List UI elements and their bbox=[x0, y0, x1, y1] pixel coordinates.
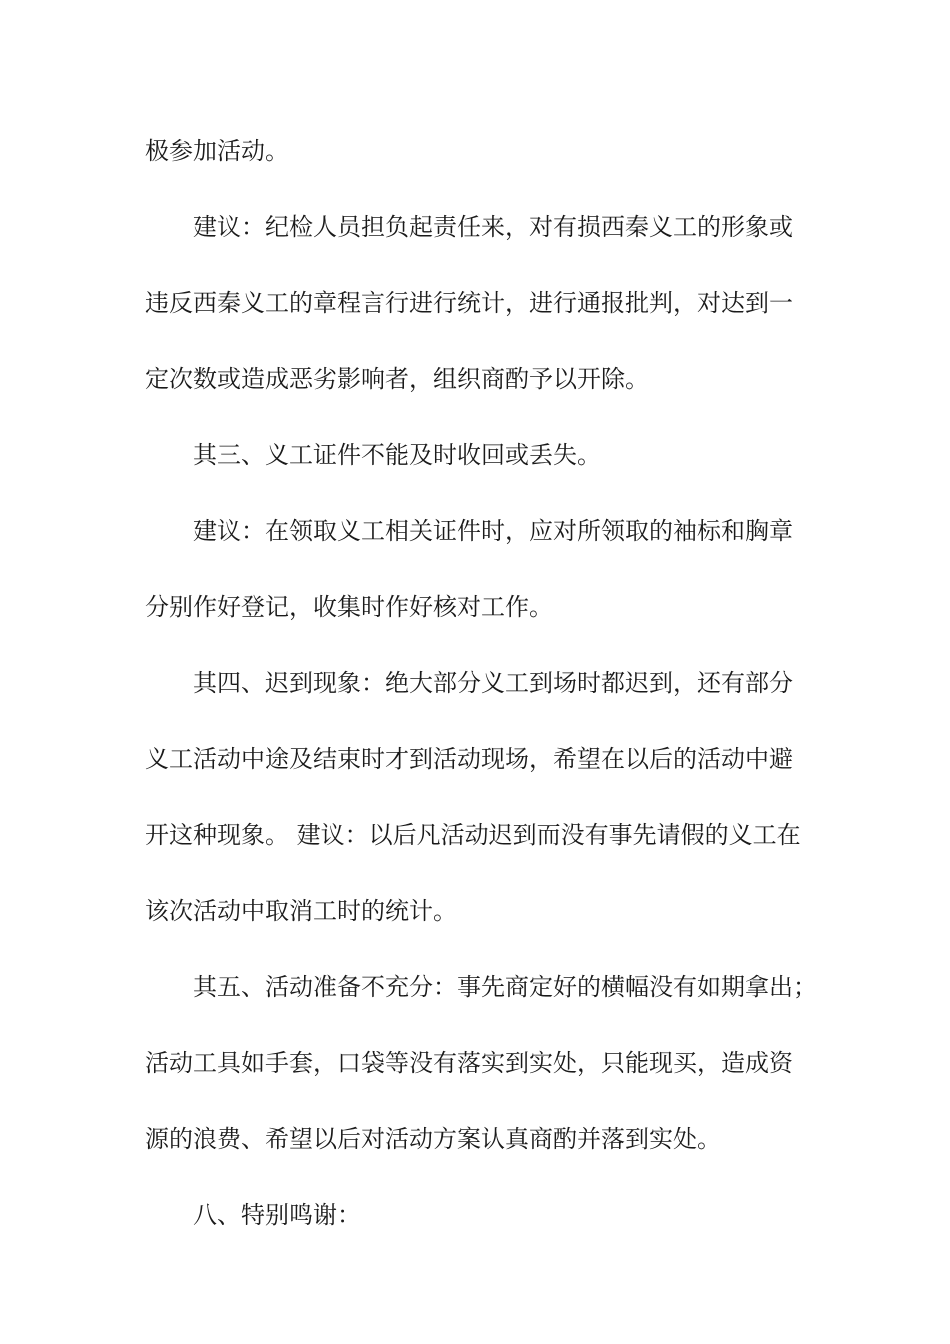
text-line: 极参加活动。 bbox=[145, 137, 289, 165]
text-line: 其三、义工证件不能及时收回或丢失。 bbox=[193, 441, 601, 469]
text-line: 建议：纪检人员担负起责任来，对有损西秦义工的形象或 bbox=[193, 213, 793, 241]
text-line: 义工活动中途及结束时才到活动现场，希望在以后的活动中避 bbox=[145, 745, 793, 773]
text-line: 源的浪费、希望以后对活动方案认真商酌并落到实处。 bbox=[145, 1125, 721, 1153]
text-line: 建议：在领取义工相关证件时，应对所领取的袖标和胸章 bbox=[193, 517, 793, 545]
text-line: 其五、活动准备不充分：事先商定好的横幅没有如期拿出； bbox=[193, 973, 817, 1001]
text-line: 开这种现象。 建议：以后凡活动迟到而没有事先请假的义工在 bbox=[145, 821, 801, 849]
text-line: 违反西秦义工的章程言行进行统计，进行通报批判，对达到一 bbox=[145, 289, 793, 317]
section-heading: 八、特别鸣谢： bbox=[193, 1201, 361, 1229]
text-line: 定次数或造成恶劣影响者，组织商酌予以开除。 bbox=[145, 365, 649, 393]
text-line: 活动工具如手套，口袋等没有落实到实处，只能现买，造成资 bbox=[145, 1049, 793, 1077]
document-body bbox=[145, 129, 815, 1269]
text-line: 其四、迟到现象：绝大部分义工到场时都迟到，还有部分 bbox=[193, 669, 793, 697]
text-line: 该次活动中取消工时的统计。 bbox=[145, 897, 457, 925]
text-line: 分别作好登记，收集时作好核对工作。 bbox=[145, 593, 553, 621]
